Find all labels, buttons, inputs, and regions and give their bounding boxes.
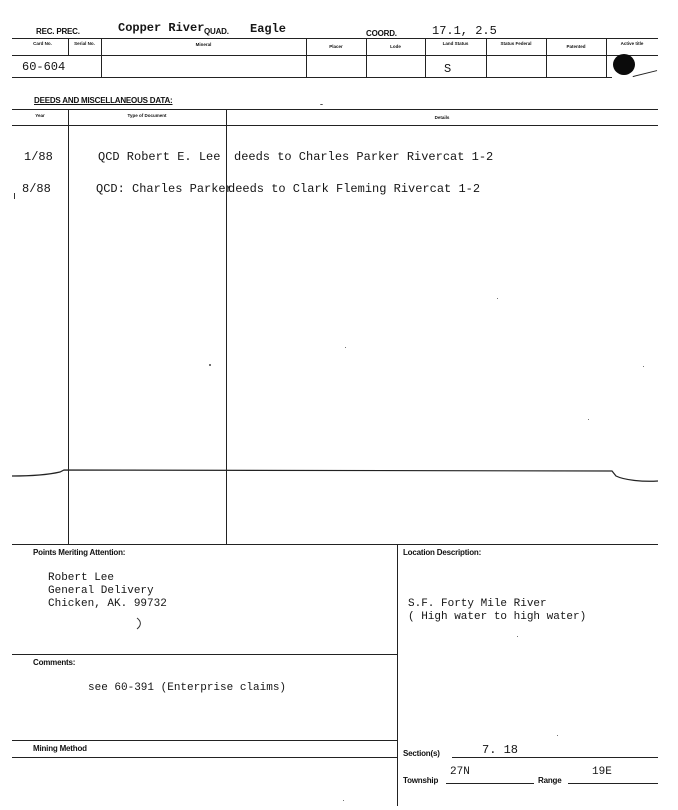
active-title-filled-circle <box>613 54 635 75</box>
col-patented: Patented <box>566 44 586 49</box>
speck <box>643 366 644 367</box>
col-land-status: Land Status <box>442 41 469 46</box>
points-label: Points Meriting Attention: <box>33 548 126 557</box>
col-mineral: Mineral <box>195 42 212 47</box>
speck <box>588 419 589 420</box>
bottom-center-divider <box>397 544 398 806</box>
address-line: Robert Lee <box>48 572 115 584</box>
section-fill-line <box>452 757 658 758</box>
section-label: Section(s) <box>403 749 440 758</box>
record-row-rule <box>12 77 612 78</box>
address-line: General Delivery <box>48 585 154 597</box>
deed-type: QCD: Charles Parker <box>96 182 233 196</box>
col-details: Details <box>434 115 450 120</box>
mining-label: Mining Method <box>33 744 87 753</box>
range-label: Range <box>538 776 562 785</box>
range-fill-line <box>568 783 658 784</box>
speck <box>345 347 346 348</box>
pen-mark <box>134 617 144 631</box>
comments-label: Comments: <box>33 658 76 667</box>
col-year: Year <box>35 113 45 118</box>
speck <box>497 298 498 299</box>
speck <box>209 364 211 366</box>
deed-year: 1/88 <box>24 150 53 164</box>
deeds-top-rule <box>12 109 658 110</box>
card-no-value: 60-604 <box>22 60 66 74</box>
speck <box>320 104 323 105</box>
quad-label: QUAD. <box>204 27 229 36</box>
speck <box>517 636 518 637</box>
col-card-no: Card No. <box>33 41 52 46</box>
coord-label: COORD. <box>366 29 397 38</box>
pen-mark <box>633 70 659 82</box>
speck <box>557 735 558 736</box>
bottom-section-rule <box>12 544 658 545</box>
deed-type: QCD Robert E. Lee <box>98 150 221 164</box>
address-line: Chicken, AK. 99732 <box>48 598 167 610</box>
comments-text: see 60-391 (Enterprise claims) <box>88 682 287 694</box>
col-placer: Placer <box>329 44 343 49</box>
location-label: Location Description: <box>403 548 482 557</box>
quad-value: Eagle <box>250 22 287 36</box>
rec-prec-value: Copper River <box>118 21 205 35</box>
column-header-rule <box>12 55 658 56</box>
col-type: Type of Document <box>127 113 167 118</box>
deeds-header-rule <box>12 125 658 126</box>
deed-year: 8/88 <box>22 182 51 196</box>
deed-details: deeds to Clark Fleming Rivercat 1-2 <box>228 182 481 196</box>
location-line: ( High water to high water) <box>408 611 587 623</box>
margin-mark <box>14 193 15 199</box>
header-rule <box>12 38 658 39</box>
mining-bottom-rule <box>12 757 397 758</box>
comments-rule <box>12 654 397 655</box>
location-text <box>408 598 586 624</box>
col-lode: Lode <box>390 44 401 49</box>
rec-prec-label: REC. PREC. <box>36 27 80 36</box>
speck <box>343 800 344 801</box>
township-label: Township <box>403 776 439 785</box>
col-serial-no: Serial No. <box>74 41 95 46</box>
township-value: 27N <box>450 766 470 778</box>
coord-value: 17.1, 2.5 <box>432 24 497 38</box>
torn-edge-line <box>12 466 658 492</box>
section-value: 7. 18 <box>482 743 519 757</box>
col-active-title: Active title <box>620 41 644 46</box>
deed-details: deeds to Charles Parker Rivercat 1-2 <box>234 150 494 164</box>
township-fill-line <box>446 783 534 784</box>
deeds-section-title: DEEDS AND MISCELLANEOUS DATA: <box>34 96 173 105</box>
mining-top-rule <box>12 740 397 741</box>
points-address <box>48 572 167 611</box>
col-status-federal: Status Federal <box>500 41 532 46</box>
land-status-value: S <box>444 62 452 76</box>
range-value: 19E <box>592 766 612 778</box>
location-line: S.F. Forty Mile River <box>408 598 547 610</box>
